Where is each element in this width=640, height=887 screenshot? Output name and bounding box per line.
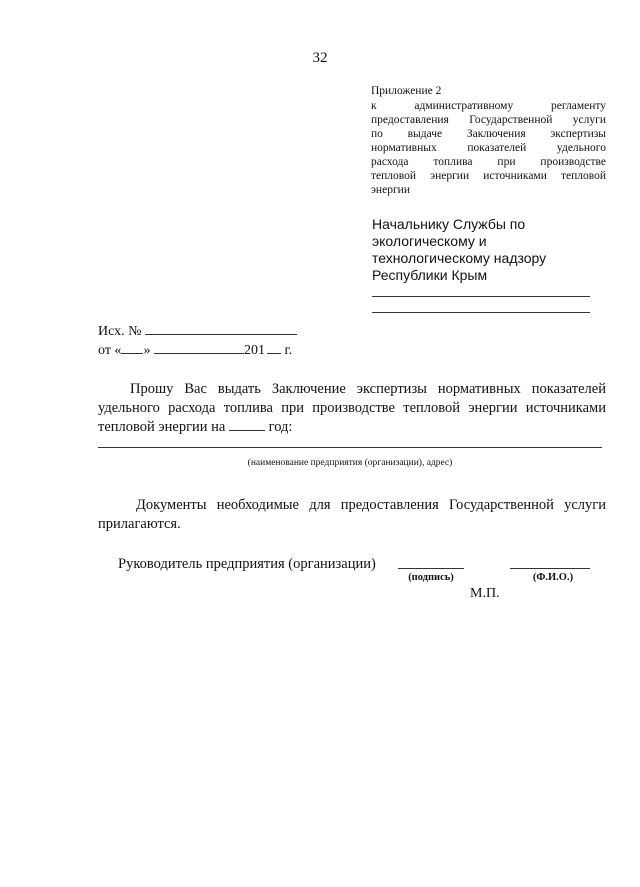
signature-blank-line xyxy=(398,568,464,569)
appendix-title: Приложение 2 xyxy=(371,85,442,97)
page-number: 32 xyxy=(312,50,328,66)
appendix-line: тепловой энергии источниками тепловой xyxy=(371,170,606,182)
date-mid: » xyxy=(143,343,151,358)
year-blank xyxy=(267,342,281,354)
outgoing-number-blank xyxy=(145,323,297,335)
request-paragraph xyxy=(98,380,606,437)
appendix-line: предоставления Государственной услуги xyxy=(371,114,606,126)
appendix-line: по выдаче Заключения экспертизы xyxy=(371,128,606,140)
request-text-end: год: xyxy=(268,419,293,435)
year-prefix: 201 xyxy=(243,343,265,358)
appendix-line: расхода топлива при производстве xyxy=(371,156,606,168)
outgoing-number-row xyxy=(98,322,297,341)
addressee-line: технологическому надзору xyxy=(372,250,547,266)
documents-text: Документы необходимые для предоставления Государственной услуги прилагаются. xyxy=(98,497,606,532)
signer-label: Руководитель предприятия (организации) xyxy=(118,556,376,572)
addressee-block xyxy=(372,216,602,284)
addressee-blank-line xyxy=(372,296,590,297)
outgoing-reference xyxy=(98,322,297,360)
appendix-line: энергии xyxy=(371,184,410,196)
outgoing-number-label: Исх. № xyxy=(98,324,142,339)
addressee-line: Республики Крым xyxy=(372,267,488,283)
appendix-block xyxy=(371,84,606,197)
documents-paragraph xyxy=(98,496,606,534)
name-blank-line xyxy=(510,568,590,569)
addressee-line: Начальнику Службы по xyxy=(372,216,526,232)
appendix-line: к административному регламенту xyxy=(371,100,606,112)
year-suffix: г. xyxy=(284,343,293,358)
request-text: Прошу Вас выдать Заключение экспертизы нормативных показателей удельного расхода топлива при производстве тепловой энергии источниками тепловой энергии на xyxy=(98,381,606,435)
organization-blank-line xyxy=(98,447,602,448)
outgoing-date-row xyxy=(98,341,297,360)
year-blank xyxy=(229,419,265,431)
seal-label: М.П. xyxy=(470,586,500,601)
day-blank xyxy=(121,342,143,354)
date-prefix: от « xyxy=(98,343,122,358)
addressee-blank-line xyxy=(372,312,590,313)
month-blank xyxy=(154,342,244,354)
appendix-line: нормативных показателей удельного xyxy=(371,142,606,154)
organization-caption: (наименование предприятия (организации), адрес) xyxy=(247,458,453,468)
addressee-line: экологическому и xyxy=(372,233,487,249)
name-caption: (Ф.И.О.) xyxy=(532,572,574,583)
signature-caption: (подпись) xyxy=(408,572,454,583)
